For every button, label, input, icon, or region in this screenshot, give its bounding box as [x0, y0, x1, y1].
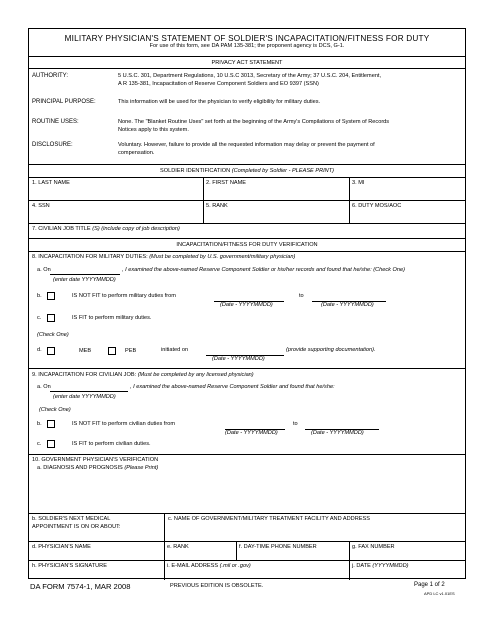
section-8-title: 8. INCAPACITATION FOR MILITARY DUTIES: (Must be completed by U.S. government/military physician) [32, 254, 296, 260]
purpose-label: PRINCIPAL PURPOSE: [32, 99, 96, 105]
form-page [28, 28, 466, 579]
civilian-job-field[interactable]: 7. CIVILIAN JOB TITLE (S) (include copy of job description) [32, 226, 180, 232]
s8b-to-date-label: (Date - YYYYMMDD) [321, 302, 374, 308]
s8b-to: to [299, 293, 304, 299]
s9b-text: IS NOT FIT to perform civilian duties from [72, 421, 175, 427]
s8b-text: IS NOT FIT to perform military duties from [72, 293, 176, 299]
peb-checkbox[interactable] [108, 347, 116, 355]
s9c-checkbox[interactable] [47, 440, 55, 448]
s9b-to-date-label: (Date - YYYYMMDD) [311, 430, 364, 436]
s9c-letter: c. [37, 441, 42, 447]
authority-text-1: 5 U.S.C. 301, Department Regulations, 10 U.S.C 3013, Secretary of the Army; 37 U.S.C. 204, Entitlement, [118, 73, 382, 79]
s9a-date-input[interactable] [50, 391, 128, 392]
privacy-heading: PRIVACY ACT STATEMENT [211, 60, 283, 66]
s8a-date-input[interactable] [50, 274, 120, 275]
s9-check-one: (Check One) [39, 407, 71, 413]
mi-field[interactable]: 3. MI [352, 180, 365, 186]
routine-text-1: None. The "Blanket Routine Uses" set forth at the beginning of the Army's Compilations of System of Records [118, 119, 390, 125]
form-title: MILITARY PHYSICIAN'S STATEMENT OF SOLDIER'S INCAPACITATION/FITNESS FOR DUTY [64, 34, 430, 43]
s8c-checkbox[interactable] [47, 314, 55, 322]
rank-field[interactable]: 5. RANK [206, 203, 228, 209]
fax-number-label[interactable]: g. FAX NUMBER [352, 544, 395, 550]
page-number: Page 1 of 2 [414, 582, 445, 588]
meb-checkbox[interactable] [47, 347, 55, 355]
date-label[interactable]: j. DATE (YYYYMMDD) [352, 563, 409, 569]
s8c-letter: c. [37, 315, 42, 321]
first-name-field[interactable]: 2. FIRST NAME [206, 180, 246, 186]
s8b-checkbox[interactable] [47, 292, 55, 300]
ssn-field[interactable]: 4. SSN [32, 203, 50, 209]
next-appointment-label-1[interactable]: b. SOLDIER'S NEXT MEDICAL [32, 516, 111, 522]
s9c-text: IS FIT to perform civilian duties. [72, 441, 151, 447]
s8d-letter: d. [37, 347, 42, 353]
apd-version: APD LC v1.01ES [424, 591, 455, 596]
last-name-field[interactable]: 1. LAST NAME [32, 180, 70, 186]
meb-label: MEB [79, 348, 92, 354]
s9b-from-date-label: (Date - YYYYMMDD) [225, 430, 278, 436]
s8b-from-date-label: (Date - YYYYMMDD) [220, 302, 273, 308]
authority-text-2: A R 135-381, Incapacitation of Reserve Component Soldiers and EO 9397 (SSN) [118, 81, 319, 87]
s8a-text: , I examined the above-named Reserve Component Soldier or his/her records and found that he/she: (Check One) [122, 267, 405, 273]
diagnosis-label[interactable]: a. DIAGNOSIS AND PROGNOSIS (Please Print) [37, 465, 159, 471]
physician-rank-label[interactable]: e. RANK [167, 544, 189, 550]
physician-name-label[interactable]: d. PHYSICIAN'S NAME [32, 544, 91, 550]
duty-mos-field[interactable]: 6. DUTY MOS/AOC [352, 203, 402, 209]
s8d-date-label: (Date - YYYYMMDD) [212, 356, 265, 362]
authority-label: AUTHORITY: [32, 73, 69, 79]
section-9-title: 9. INCAPACITATION FOR CIVILIAN JOB: (Must be completed by any licensed physician) [32, 372, 254, 378]
s8d-note: (provide supporting documentation). [286, 347, 376, 353]
s9b-letter: b. [37, 421, 42, 427]
day-phone-label[interactable]: f. DAY-TIME PHONE NUMBER [239, 544, 317, 550]
obsolete-note: PREVIOUS EDITION IS OBSOLETE. [170, 583, 264, 589]
s9a-on: a. On [37, 384, 51, 390]
form-subtitle: For use of this form, see DA PAM 135-381; the proponent agency is DCS, G-1. [149, 43, 345, 49]
s8a-date-hint: (enter date YYYYMMDD) [53, 277, 116, 283]
purpose-text: This information will be used for the physician to verify eligibility for military duties. [118, 99, 321, 105]
s9b-checkbox[interactable] [47, 420, 55, 428]
s8b-letter: b. [37, 293, 42, 299]
soldier-id-heading: SOLDIER IDENTIFICATION (Completed by Soldier - PLEASE PRINT) [160, 168, 334, 174]
routine-text-2: Notices apply to this system. [118, 127, 189, 133]
routine-label: ROUTINE USES: [32, 119, 79, 125]
disclosure-label: DISCLOSURE: [32, 142, 73, 148]
verification-heading: INCAPACITATION/FITNESS FOR DUTY VERIFICATION [176, 242, 318, 248]
email-label[interactable]: i. E-MAIL ADDRESS (.mil or .gov) [167, 563, 251, 569]
s9a-text: , I examined the above-named Reserve Component Soldier and found that he/she: [130, 384, 335, 390]
s8-check-one: (Check One) [37, 332, 69, 338]
disclosure-text-1: Voluntary. However, failure to provide all the requested information may delay or prevent the payment of [118, 142, 375, 148]
facility-address-label[interactable]: c. NAME OF GOVERNMENT/MILITARY TREATMENT FACILITY AND ADDRESS [168, 516, 370, 522]
disclosure-text-2: compensation. [118, 150, 155, 156]
s9a-date-hint: (enter date YYYYMMDD) [53, 394, 116, 400]
form-id: DA FORM 7574-1, MAR 2008 [30, 582, 131, 591]
s8a-on: a. On [37, 267, 51, 273]
initiated-on-label: initiated on [161, 347, 189, 353]
s9b-to: to [293, 421, 298, 427]
next-appointment-label-2: APPOINTMENT IS ON OR ABOUT: [32, 524, 121, 530]
peb-label: PEB [125, 348, 137, 354]
physician-signature-label[interactable]: h. PHYSICIAN'S SIGNATURE [32, 563, 107, 569]
section-10-title: 10. GOVERNMENT PHYSICIAN'S VERIFICATION [32, 457, 159, 463]
s8c-text: IS FIT to perform military duties. [72, 315, 152, 321]
